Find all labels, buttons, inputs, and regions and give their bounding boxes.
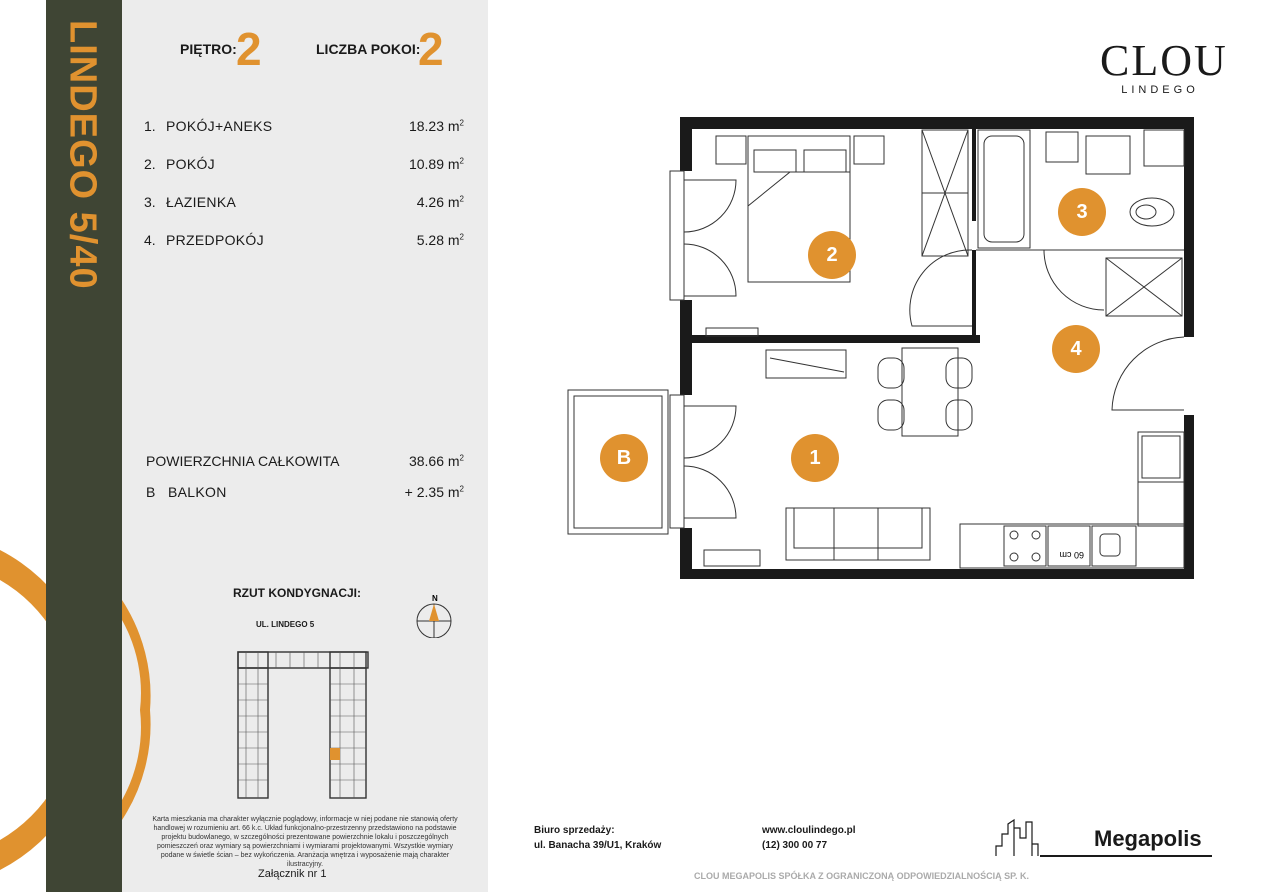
megapolis-skyline-icon xyxy=(994,818,1044,858)
balcony-row: B BALKON + 2.35 $m^2$ xyxy=(146,484,464,500)
room-row: 3. ŁAZIENKA 4.26 $m^2$ xyxy=(144,194,464,210)
rooms-count-label: LICZBA POKOI: xyxy=(316,41,421,57)
office-address: ul. Banacha 39/U1, Kraków xyxy=(534,840,662,851)
room-badge-4: 4 xyxy=(1052,325,1100,373)
megapolis-underline xyxy=(1040,855,1212,857)
office-label: Biuro sprzedaży: xyxy=(534,825,615,836)
room-badge-2: 2 xyxy=(808,231,856,279)
megapolis-logo-text: Megapolis xyxy=(1094,826,1202,851)
north-compass xyxy=(414,592,454,643)
vertical-title: LINDEGO 5/40 xyxy=(61,20,104,290)
room-row: 2. POKÓJ 10.89 $m^2$ xyxy=(144,156,464,172)
room-row: 1. POKÓJ+ANEKS 18.23 $m^2$ xyxy=(144,118,464,134)
room-badge-3: 3 xyxy=(1058,188,1106,236)
total-area-row: POWIERZCHNIA CAŁKOWITA 38.66 $m^2$ xyxy=(146,453,464,469)
attachment-label: Załącznik nr 1 xyxy=(258,868,327,880)
floor-label: PIĘTRO: xyxy=(180,41,237,57)
room-badge-1: 1 xyxy=(791,434,839,482)
company-name: CLOU MEGAPOLIS SPÓŁKA Z OGRANICZONĄ ODPOWIEDZIALNOŚCIĄ SP. K. xyxy=(694,871,1030,881)
building-key-plan xyxy=(236,650,370,802)
oven-label: 60 cm xyxy=(1059,550,1084,560)
rooms-count-value: 2 xyxy=(418,23,444,75)
room-badge-balcony: B xyxy=(600,434,648,482)
website-link[interactable]: www.cloulindego.pl xyxy=(762,825,856,836)
apartment-floor-plan xyxy=(560,110,1200,590)
disclaimer-text: Karta mieszkania ma charakter wyłącznie poglądowy, informacje w niej podane nie stanowią oferty handlowej w rozumieniu art. 66 k.c. Układ funkcjonalno-przestrzenny przedstawiono na podstawie projektu budowlanego, w szczególności prezentowane powierzchnie lokalu i poszczególnych pomieszczeń oraz wymiary są powierzchniami i wymiarami projektowanymi. Wszystkie wymiary podane w świetle ścian – bez wykończenia. Aranżacja wnętrza i wyposażenie mają charakter ilustracyjny. xyxy=(152,816,458,868)
north-label: N xyxy=(432,594,438,603)
street-name: UL. LINDEGO 5 xyxy=(256,620,315,629)
floor-plan-title: RZUT KONDYGNACJI: xyxy=(233,586,361,600)
room-row: 4. PRZEDPOKÓJ 5.28 $m^2$ xyxy=(144,232,464,248)
clou-logo: CLOU LINDEGO xyxy=(1100,36,1228,96)
floor-value: 2 xyxy=(236,23,262,75)
phone-number: (12) 300 00 77 xyxy=(762,840,828,851)
